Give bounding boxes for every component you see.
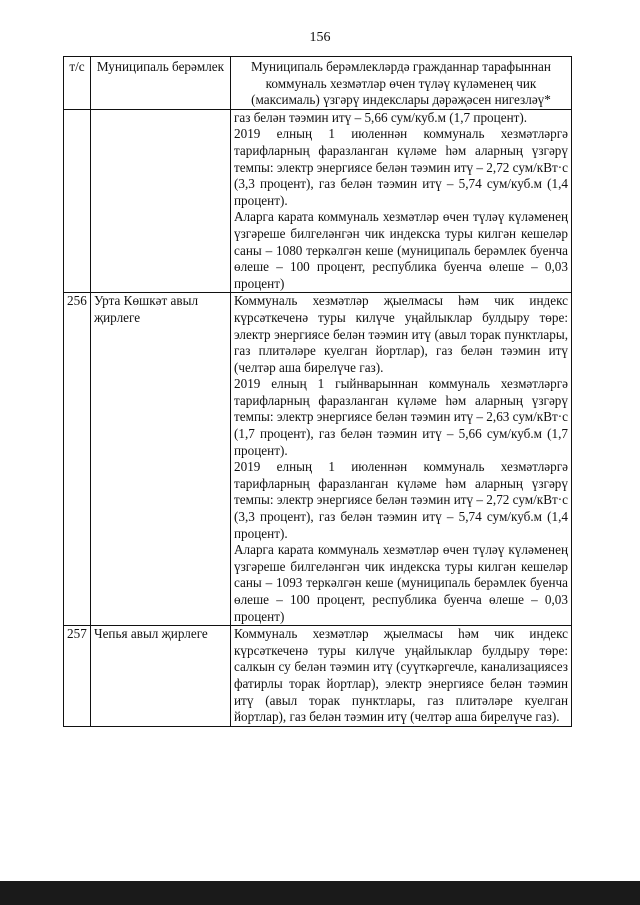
description-paragraph: 2019 елның 1 июленнән коммуналь хезмәтләргә тарифларның фаразланган күләме һәм аларның үзгәрү темпы: электр энергиясе белән тәэмин итү – 2,72 сум/кВт·с (3,3 процент), газ белән тәэмин итү – 5,74 сум/куб.м (1,4 процент). (234, 459, 568, 541)
scan-edge-band (0, 881, 640, 905)
description-paragraph: Аларга карата коммуналь хезмәтләр өчен түләү күләменең үзгәреше билгеләнгән чик индекска туры килгән кешеләр саны – 1080 теркәлгән кеше (муниципаль берәмлек буенча өлеше – 100 процент, республика буенча өлеше – 0,03 процент) (234, 209, 568, 291)
header-description: Муниципаль берәмлекләрдә гражданнар тарафыннан коммуналь хезмәтләр өчен түләү күләменең чик (максималь) үзгәрү индекслары дәрәҗәсен нигезләү* (231, 57, 572, 110)
table-header-row (64, 57, 572, 110)
description-paragraph: 2019 елның 1 гыйнварыннан коммуналь хезмәтләргә тарифларның фаразланган күләме һәм аларның үзгәрү темпы: электр энергиясе белән тәэмин итү – 2,63 сум/кВт·с (1,7 процент), газ белән тәэмин итү – 5,66 сум/куб.м (1,7 процент). (234, 376, 568, 458)
description-paragraph: газ белән тәэмин итү – 5,66 сум/куб.м (1,7 процент). (234, 109, 528, 125)
description-paragraph: 2019 елның 1 июленнән коммуналь хезмәтләргә тарифларның фаразланган күләме һәм аларның үзгәрү темпы: электр энергиясе белән тәэмин итү – 2,72 сум/кВт·с (3,3 процент), газ белән тәэмин итү – 5,74 сум/куб.м (1,4 процент). (234, 126, 568, 208)
table-row (64, 626, 572, 727)
row-description (231, 626, 572, 727)
row-number (64, 109, 91, 293)
row-municipality (91, 109, 231, 293)
utility-index-table (63, 56, 572, 727)
row-description (231, 109, 572, 293)
description-paragraph: Аларга карата коммуналь хезмәтләр өчен түләү күләменең үзгәреше билгеләнгән чик индекска туры килгән кешеләр саны – 1093 теркәлгән кеше (муниципаль берәмлек буенча өлеше – 100 процент, республика буенча өлеше – 0,03 процент) (234, 542, 568, 624)
page-number: 156 (309, 30, 331, 45)
row-description (231, 293, 572, 626)
description-paragraph: Коммуналь хезмәтләр җыелмасы һәм чик индекс күрсәткеченә туры килүче уңайлыклар булдыру төре: салкын су белән тәэмин итү (суүткәргечле, канализациясез фатирлы торак йортлар), электр энергиясе белән тәэмин итү (авыл торак пунктлары, газ плитәләре куелган йортлар), газ белән тәэмин итү (челтәр аша бирелүче газ). (234, 626, 568, 725)
row-municipality: Чепья авыл җирлеге (91, 626, 231, 727)
header-num: т/с (64, 57, 91, 110)
row-number: 257 (64, 626, 91, 727)
row-municipality: Урта Көшкәт авыл җирлеге (91, 293, 231, 626)
table-row (64, 293, 572, 626)
description-paragraph: Коммуналь хезмәтләр җыелмасы һәм чик индекс күрсәткеченә туры килүче уңайлыклар булдыру төре: электр энергиясе белән тәэмин итү (авыл торак пунктлары, газ плитәләре куелган йортлар), газ белән тәэмин итү (челтәр аша бирелүче газ). (234, 293, 568, 375)
header-municipality: Муниципаль берәмлек (91, 57, 231, 110)
table-row (64, 109, 572, 293)
row-number: 256 (64, 293, 91, 626)
